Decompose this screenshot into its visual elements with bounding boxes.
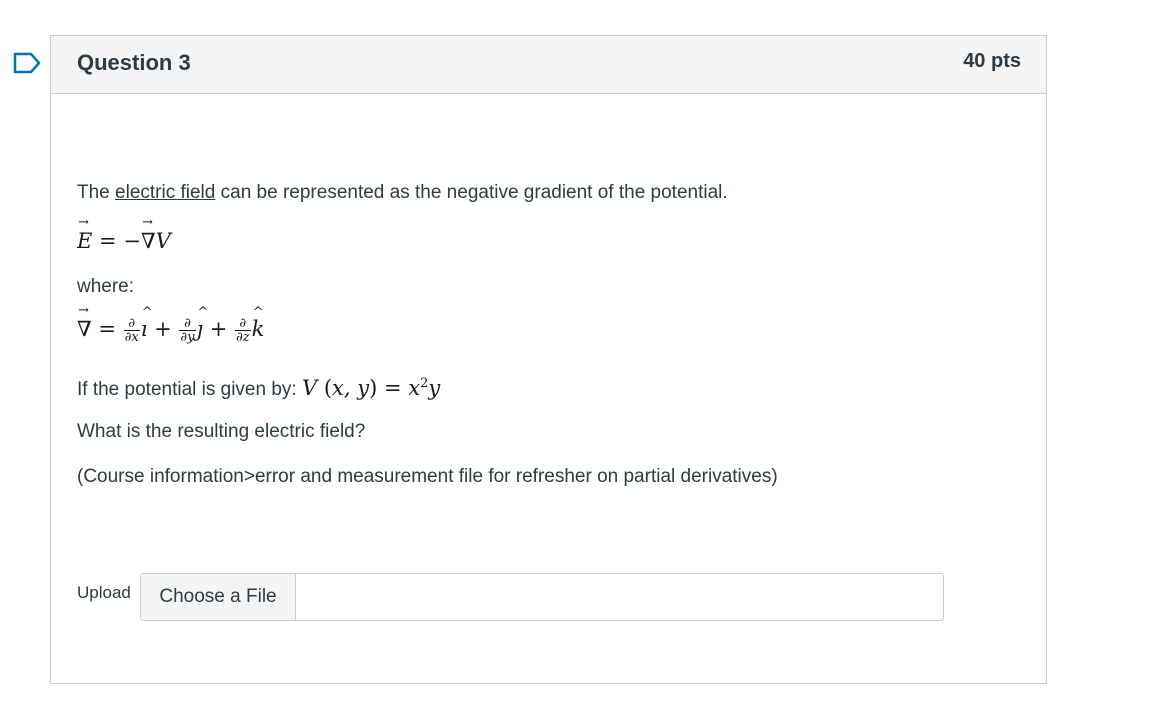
question-header (51, 36, 1046, 94)
question-points: 40 pts (963, 50, 1021, 72)
file-upload-field[interactable] (140, 573, 944, 621)
intro-paragraph (77, 182, 728, 204)
potential-label: If the potential is given by: (77, 379, 302, 400)
equation-electric-field: → E = −→ ∇V (77, 229, 171, 253)
upload-label: Upload (77, 583, 131, 602)
intro-text-start: The (77, 182, 116, 203)
where-label: where: (77, 276, 135, 297)
electric-field-link[interactable]: electric field (115, 182, 216, 203)
equation-gradient-operator: → ∇ = $\frac{\partial}{\partial x}$ ^ ı + $\frac{\partial}{\partial y}$ ^ ȷ + $\frac{\partial}{\partial z}$ ^ k (77, 317, 264, 344)
question-card (50, 35, 1047, 684)
potential-line (77, 376, 440, 401)
bookmark-flag-icon[interactable] (13, 52, 41, 74)
reference-note: (Course information>error and measurement file for refresher on partial derivatives) (77, 466, 778, 487)
question-title: Question 3 (77, 50, 191, 75)
question-prompt: What is the resulting electric field? (77, 421, 366, 442)
choose-file-button[interactable]: Choose a File (141, 574, 296, 620)
equation-potential: V (x, $y) = x^2y$ (301, 376, 441, 400)
intro-text-end: can be represented as the negative gradient of the potential. (215, 182, 728, 203)
